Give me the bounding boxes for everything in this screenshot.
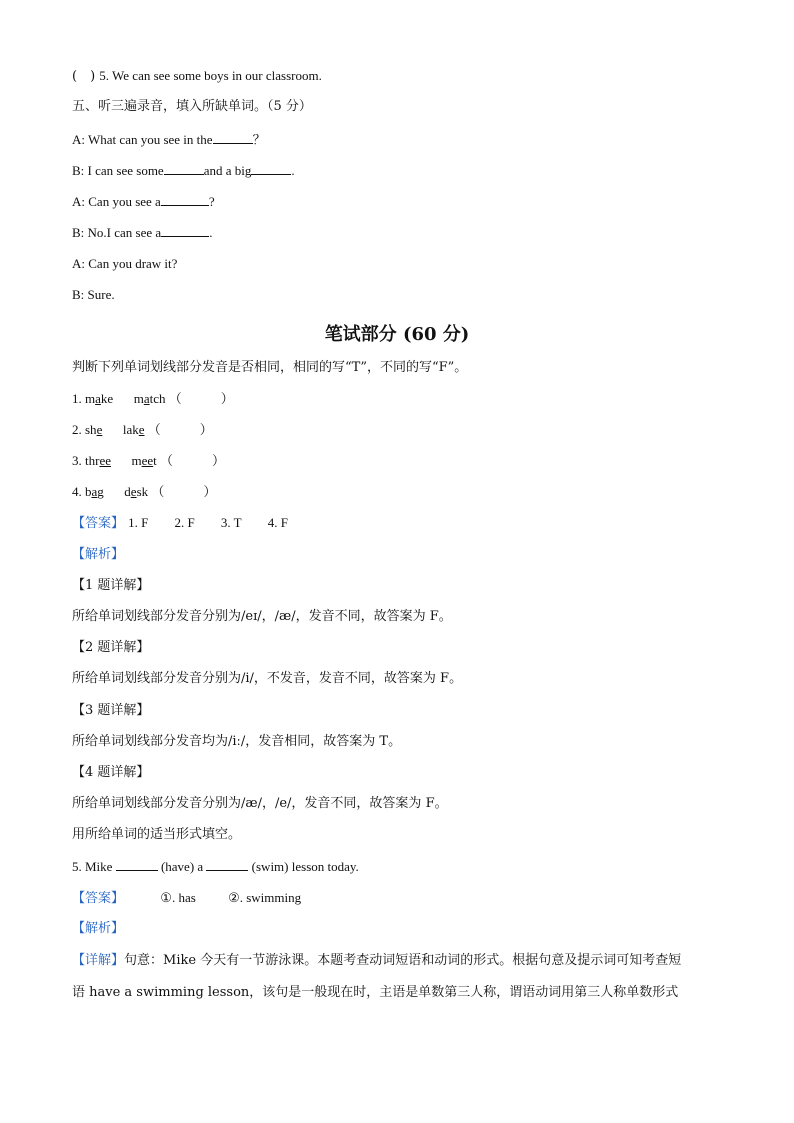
answer-paren[interactable]: （ ）	[160, 453, 226, 468]
dialogue-line-1: A: What can you see in the ？	[72, 132, 266, 147]
answer-label: 【答案】	[72, 516, 125, 531]
answer-paren[interactable]: （ ）	[168, 391, 234, 406]
section5-heading: 五、听三遍录音，填入所缺单词。（5 分）	[72, 99, 312, 114]
detail-2-label: 【2 题详解】	[72, 640, 150, 655]
answer-bracket: ( )	[72, 69, 96, 84]
phonics-instruction: 判断下列单词划线部分发音是否相同，相同的写“T”，不同的写“F”。	[72, 360, 468, 375]
fill-blank[interactable]	[206, 858, 248, 871]
question-text: 5. We can see some boys in our classroom.	[99, 68, 322, 83]
phonics-item-1: 1. make match （ ）	[72, 391, 234, 406]
phonics-answers: 【答案】 1. F 2. F 3. T 4. F	[72, 515, 288, 531]
dialogue-line-6: B: Sure.	[72, 287, 115, 302]
detail-3-text: 所给单词划线部分发音均为/iː/，发音相同，故答案为 T。	[72, 734, 402, 749]
answer-paren[interactable]: （ ）	[151, 484, 217, 499]
answer-paren[interactable]: （ ）	[147, 422, 213, 437]
fill-blank[interactable]	[213, 131, 253, 144]
fill-instruction: 用所给单词的适当形式填空。	[72, 827, 242, 842]
detail-4-label: 【4 题详解】	[72, 765, 150, 780]
fill-detail-line-2: 语 have a swimming lesson，该句是一般现在时，主语是单数第三人称，谓语动词用第三人称单数形式	[72, 985, 679, 1000]
detail-2-text: 所给单词划线部分发音分别为/i/，不发音，发音不同，故答案为 F。	[72, 671, 463, 686]
written-section-title: 笔试部分 (60 分)	[324, 324, 470, 345]
phonics-item-4: 4. bag desk （ ）	[72, 484, 217, 499]
fill-blank[interactable]	[161, 193, 209, 206]
fill-answers: 【答案】 ①. has ②. swimming	[72, 890, 302, 906]
fill-blank[interactable]	[161, 224, 209, 237]
detail-1-text: 所给单词划线部分发音分别为/eɪ/，/æ/，发音不同，故答案为 F。	[72, 609, 452, 624]
fill-analysis-label: 【解析】	[72, 921, 125, 936]
answer-label: 【答案】	[72, 891, 125, 906]
fill-blank[interactable]	[251, 162, 291, 175]
dialogue-line-5: A: Can you draw it?	[72, 256, 178, 271]
detail-1-label: 【1 题详解】	[72, 578, 150, 593]
phonics-item-3: 3. three meet （ ）	[72, 453, 226, 468]
detail-3-label: 【3 题详解】	[72, 703, 150, 718]
analysis-label: 【解析】	[72, 547, 125, 562]
fill-detail-line-1: 【详解】句意：Mike 今天有一节游泳课。本题考查动词短语和动词的形式。根据句意及提示词可知考查短	[72, 953, 682, 968]
listening-q5	[72, 67, 322, 86]
dialogue-line-2: B: I can see some and a big .	[72, 163, 295, 178]
fill-question: 5. Mike (have) a (swim) lesson today.	[72, 859, 359, 874]
phonics-item-2: 2. she lake （ ）	[72, 422, 213, 437]
dialogue-line-3: A: Can you see a ?	[72, 194, 215, 209]
detail-4-text: 所给单词划线部分发音分别为/æ/，/e/，发音不同，故答案为 F。	[72, 796, 448, 811]
fill-blank[interactable]	[164, 162, 204, 175]
dialogue-line-4: B: No.I can see a .	[72, 225, 213, 240]
fill-blank[interactable]	[116, 858, 158, 871]
